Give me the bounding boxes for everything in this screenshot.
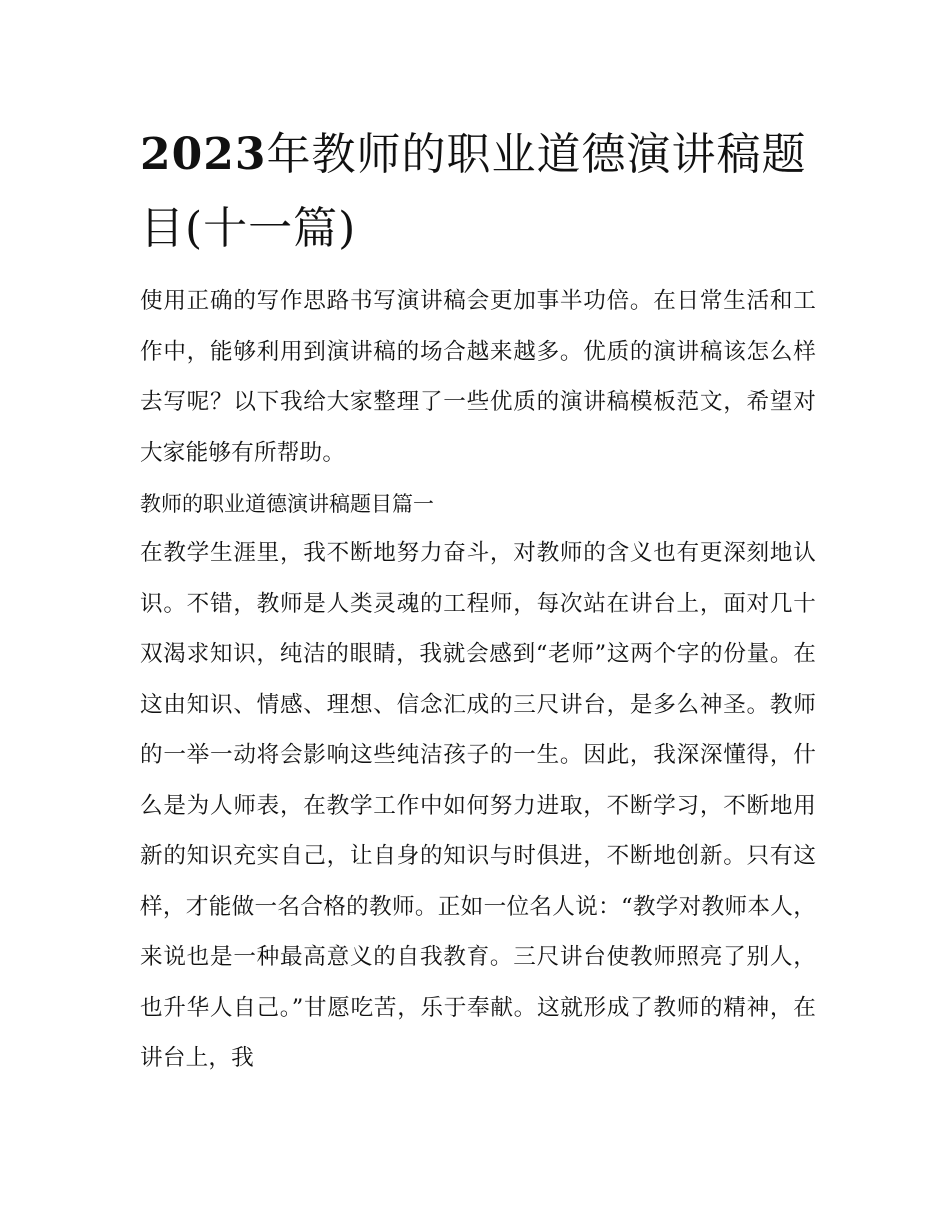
title-year: 2023 — [140, 129, 267, 180]
section-body-paragraph: 在教学生涯里，我不断地努力奋斗，对教师的含义也有更深刻地认识。不错，教师是人类灵魂的工程师，每次站在讲台上，面对几十双渴求知识，纯洁的眼睛，我就会感到“老师”这两个字的份量。在这由知识、情感、理想、信念汇成的三尺讲台，是多么神圣。教师的一举一动将会影响这些纯洁孩子的一生。因此，我深深懂得，什么是为人师表，在教学工作中如何努力进取，不断学习，不断地用新的知识充实自己，让自身的知识与时俱进，不断地创新。只有这样，才能做一名合格的教师。正如一位名人说：“教学对教师本人，来说也是一种最高意义的自我教育。三尺讲台使教师照亮了别人，也升华人自己。”甘愿吃苦，乐于奉献。这就形成了教师的精神，在讲台上，我 — [140, 540, 816, 1071]
document-title — [140, 118, 820, 266]
section-heading: 教师的职业道德演讲稿题目篇一 — [140, 492, 434, 516]
intro-paragraph: 使用正确的写作思路书写演讲稿会更加事半功倍。在日常生活和工作中，能够利用到演讲稿的场合越来越多。优质的演讲稿该怎么样去写呢？以下我给大家整理了一些优质的演讲稿模板范文，希望对大家能够有所帮助。 — [140, 288, 816, 466]
title-text: 年教师的职业道德演讲稿题目(十一篇) — [140, 129, 807, 254]
